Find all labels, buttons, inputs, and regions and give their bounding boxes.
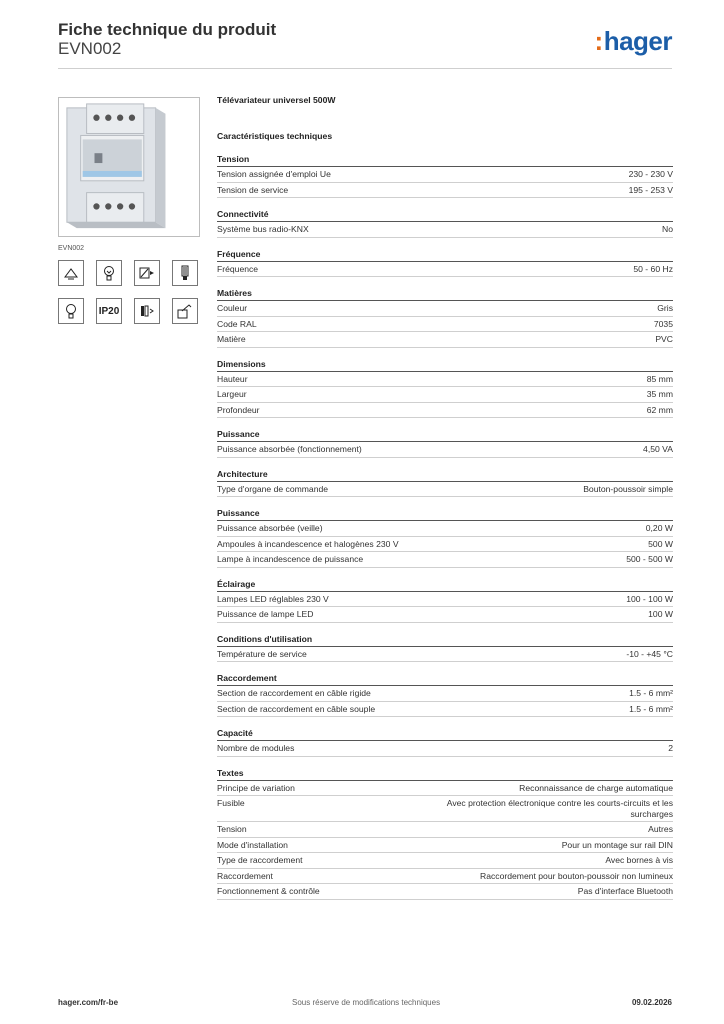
spec-row: [217, 686, 673, 702]
footer-date: 09.02.2026: [631, 998, 672, 1007]
spec-group-title: Éclairage: [217, 577, 673, 592]
spec-group-title: Raccordement: [217, 671, 673, 686]
spec-label: Couleur: [217, 303, 248, 313]
transformer-icon: [134, 260, 160, 286]
spec-label: Hauteur: [217, 373, 248, 384]
spec-value: 1.5 - 6 mm²: [629, 703, 673, 714]
spec-value: Avec protection électronique contre les courts-circuits et les surcharges: [446, 798, 673, 819]
spec-value: Avec bornes à vis: [605, 855, 673, 865]
spec-group: [217, 286, 673, 348]
halogen-bulb-icon: [96, 260, 122, 286]
spec-row: [217, 853, 673, 869]
spec-label: Puissance absorbée (fonctionnement): [217, 444, 362, 454]
spec-group: [217, 726, 673, 757]
spec-group: [217, 577, 673, 623]
footer-notice: Sous réserve de modifications techniques: [292, 998, 441, 1007]
spec-row: [217, 869, 673, 885]
spec-row: [217, 521, 673, 537]
spec-label: Mode d'installation: [217, 839, 288, 850]
spec-row: [217, 167, 673, 183]
spec-group-title: Textes: [217, 766, 673, 781]
spec-label: Tension assignée d'emploi Ue: [217, 169, 331, 179]
spec-groups: [217, 152, 673, 900]
spec-label: Puissance de lampe LED: [217, 609, 314, 619]
spec-row: [217, 607, 673, 623]
spec-row: [217, 442, 673, 458]
spec-value: Raccordement pour bouton-poussoir non lumineux: [480, 870, 673, 881]
spec-label: Fonctionnement & contrôle: [217, 886, 320, 896]
spec-row: [217, 838, 673, 854]
spec-group-title: Connectivité: [217, 207, 673, 222]
spec-group: [217, 357, 673, 419]
spec-value: 2: [668, 743, 673, 753]
spec-value: 195 - 253 V: [628, 184, 673, 195]
spec-value: 85 mm: [646, 373, 673, 384]
spec-label: Profondeur: [217, 404, 260, 415]
spec-value: 4,50 VA: [643, 444, 673, 454]
spec-row: [217, 822, 673, 838]
image-caption: EVN002: [58, 245, 85, 252]
spec-row: [217, 403, 673, 419]
dimmer-module-illustration: [59, 98, 199, 236]
spec-value: 62 mm: [646, 404, 673, 415]
spec-row: [217, 741, 673, 757]
spec-group: [217, 207, 673, 238]
spec-label: Code RAL: [217, 318, 257, 329]
bulb-icon: [58, 298, 84, 324]
spec-group: [217, 427, 673, 458]
spec-value: 35 mm: [646, 389, 673, 399]
product-image: [58, 97, 200, 237]
spec-group: [217, 632, 673, 663]
spec-row: [217, 482, 673, 498]
spec-value: 0,20 W: [645, 523, 673, 533]
technical-specs: [217, 93, 673, 900]
spec-value: 50 - 60 Hz: [633, 263, 673, 274]
spec-label: Nombre de modules: [217, 743, 295, 753]
module-icon: [134, 298, 160, 324]
spec-row: [217, 796, 673, 822]
spec-row: [217, 781, 673, 797]
spec-row: [217, 702, 673, 718]
spec-label: Matière: [217, 334, 246, 344]
product-code: EVN002: [58, 39, 122, 58]
spec-value: 500 W: [648, 538, 673, 549]
spec-row: [217, 387, 673, 403]
spec-value: No: [662, 224, 673, 234]
spec-group: [217, 247, 673, 278]
spec-row: [217, 301, 673, 317]
spec-row: [217, 317, 673, 333]
spec-label: Ampoules à incandescence et halogènes 230 V: [217, 538, 399, 549]
spec-group: [217, 766, 673, 900]
spec-value: Pas d'interface Bluetooth: [577, 886, 673, 896]
spec-row: [217, 183, 673, 199]
spec-row: [217, 592, 673, 608]
spec-value: -10 - +45 °C: [626, 648, 673, 659]
spec-group-title: Puissance: [217, 427, 673, 442]
spec-label: Puissance absorbée (veille): [217, 523, 323, 533]
spec-label: Section de raccordement en câble rigide: [217, 688, 371, 698]
spec-group-title: Matières: [217, 286, 673, 301]
section-heading: Caractéristiques techniques: [217, 131, 333, 141]
spec-label: Système bus radio-KNX: [217, 224, 309, 234]
spec-group-title: Fréquence: [217, 247, 673, 262]
hager-logo: :hager: [594, 26, 672, 56]
spec-value: Gris: [657, 303, 673, 313]
spec-value: 100 - 100 W: [626, 593, 673, 604]
spec-row: [217, 332, 673, 348]
spec-row: [217, 647, 673, 663]
spec-label: Section de raccordement en câble souple: [217, 703, 376, 714]
spec-label: Raccordement: [217, 870, 273, 881]
spec-group-title: Capacité: [217, 726, 673, 741]
page-title: Fiche technique du produit: [58, 20, 277, 39]
spec-value: PVC: [655, 334, 673, 344]
spec-row: [217, 552, 673, 568]
spec-group: [217, 671, 673, 717]
spec-group-title: Dimensions: [217, 357, 673, 372]
spec-label: Température de service: [217, 648, 307, 659]
header-divider: [58, 68, 672, 69]
spec-label: Lampes LED réglables 230 V: [217, 593, 329, 604]
spec-group: [217, 506, 673, 568]
spec-value: Bouton-poussoir simple: [583, 483, 673, 494]
pushbutton-icon: [172, 298, 198, 324]
footer-website: hager.com/fr-be: [58, 998, 119, 1007]
lamp-icon: [58, 260, 84, 286]
spec-value: Reconnaissance de charge automatique: [519, 782, 673, 793]
spec-group-title: Tension: [217, 152, 673, 167]
spec-label: Fusible: [217, 798, 245, 808]
spec-label: Largeur: [217, 389, 247, 399]
spec-row: [217, 222, 673, 238]
spec-value: 230 - 230 V: [628, 169, 673, 179]
spec-label: Tension: [217, 824, 247, 834]
spec-label: Fréquence: [217, 263, 259, 274]
spec-label: Lampe à incandescence de puissance: [217, 554, 364, 564]
spec-value: Autres: [648, 824, 673, 834]
ip20-label-icon: IP20: [96, 298, 122, 324]
spec-value: Pour un montage sur rail DIN: [561, 839, 673, 850]
spec-row: [217, 537, 673, 553]
spec-label: Principe de variation: [217, 782, 295, 793]
spec-group-title: Conditions d'utilisation: [217, 632, 673, 647]
spec-group: [217, 467, 673, 498]
spec-value: 1.5 - 6 mm²: [629, 688, 673, 698]
product-name: Télévariateur universel 500W: [217, 95, 336, 105]
spec-row: [217, 262, 673, 278]
led-tube-icon: [172, 260, 198, 286]
spec-value: 7035: [653, 318, 673, 329]
spec-row: [217, 884, 673, 900]
spec-group: [217, 152, 673, 198]
spec-label: Tension de service: [217, 184, 289, 195]
spec-group-title: Puissance: [217, 506, 673, 521]
spec-label: Type de raccordement: [217, 855, 303, 865]
spec-value: 100 W: [648, 609, 673, 619]
spec-value: 500 - 500 W: [626, 554, 673, 564]
spec-label: Type d'organe de commande: [217, 483, 329, 494]
spec-group-title: Architecture: [217, 467, 673, 482]
spec-row: [217, 372, 673, 388]
